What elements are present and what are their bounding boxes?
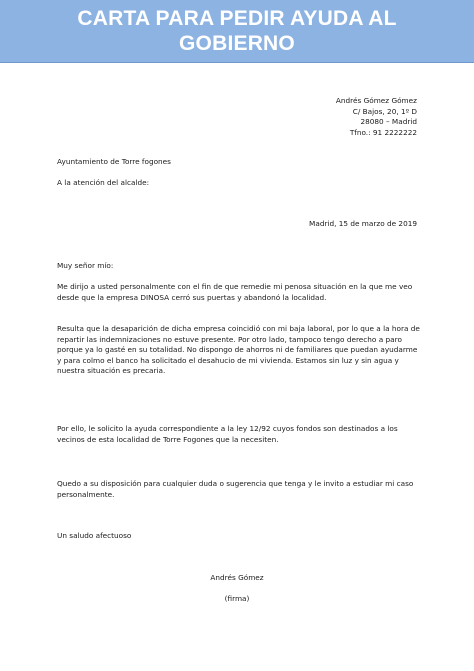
paragraph-line: personalmente.: [57, 489, 115, 499]
paragraph-line: vecinos de esta localidad de Torre Fogones que la necesiten.: [57, 434, 279, 444]
closing-salutation: Un saludo afectuoso: [57, 531, 132, 540]
letter-date: Madrid, 15 de marzo de 2019: [309, 219, 417, 228]
body-paragraph: [57, 282, 417, 303]
body-paragraph: [57, 324, 420, 377]
paragraph-line: porque ya lo gasté en su totalidad. No dispongo de ahorros ni de familiares que puedan ayudarme: [57, 345, 418, 354]
title-line-1: CARTA PARA PEDIR AYUDA AL: [77, 7, 397, 30]
greeting: Muy señor mío:: [57, 261, 114, 270]
paragraph-line: Quedo a su disposición para cualquier duda o sugerencia que tenga y le invito a estudiar mi caso: [57, 479, 414, 488]
sender-address-block: [336, 96, 417, 138]
body-paragraph: [57, 424, 417, 445]
sender-street: C/ Bajos, 20, 1º D: [352, 106, 417, 116]
paragraph-line: desde que la empresa DINOSA cerró sus puertas y abandonó la localidad.: [57, 292, 327, 302]
page-title: [0, 6, 474, 56]
paragraph-line: Resulta que la desaparición de dicha empresa coincidió con mi baja laboral, por lo que a la hora de: [57, 324, 420, 333]
sender-name: Andrés Gómez Gómez: [335, 96, 417, 105]
title-banner: [0, 0, 474, 63]
recipient-attention: A la atención del alcalde:: [57, 178, 150, 187]
paragraph-line: repartir las indemnizaciones no estuve presente. Por otro lado, tampoco tengo derecho a paro: [57, 334, 402, 344]
paragraph-line: nuestra situación es precaria.: [57, 366, 166, 375]
title-line-2: GOBIERNO: [179, 32, 295, 55]
signer-name: Andrés Gómez: [210, 573, 264, 582]
paragraph-line: y para colmo el banco ha solicitado el desahucio de mi vivienda. Estamos sin luz y sin agua y: [57, 355, 399, 365]
signature-placeholder: (firma): [224, 594, 250, 603]
sender-phone: Tfno.: 91 2222222: [349, 127, 417, 137]
recipient-name: Ayuntamiento de Torre fogones: [57, 157, 171, 166]
paragraph-line: Me dirijo a usted personalmente con el fin de que remedie mi penosa situación en la que me veo: [57, 282, 413, 291]
sender-city: 28080 – Madrid: [360, 117, 417, 126]
paragraph-line: Por ello, le solicito la ayuda correspondiente a la ley 12/92 cuyos fondos son destinados a los: [57, 424, 398, 433]
body-paragraph: [57, 479, 417, 500]
